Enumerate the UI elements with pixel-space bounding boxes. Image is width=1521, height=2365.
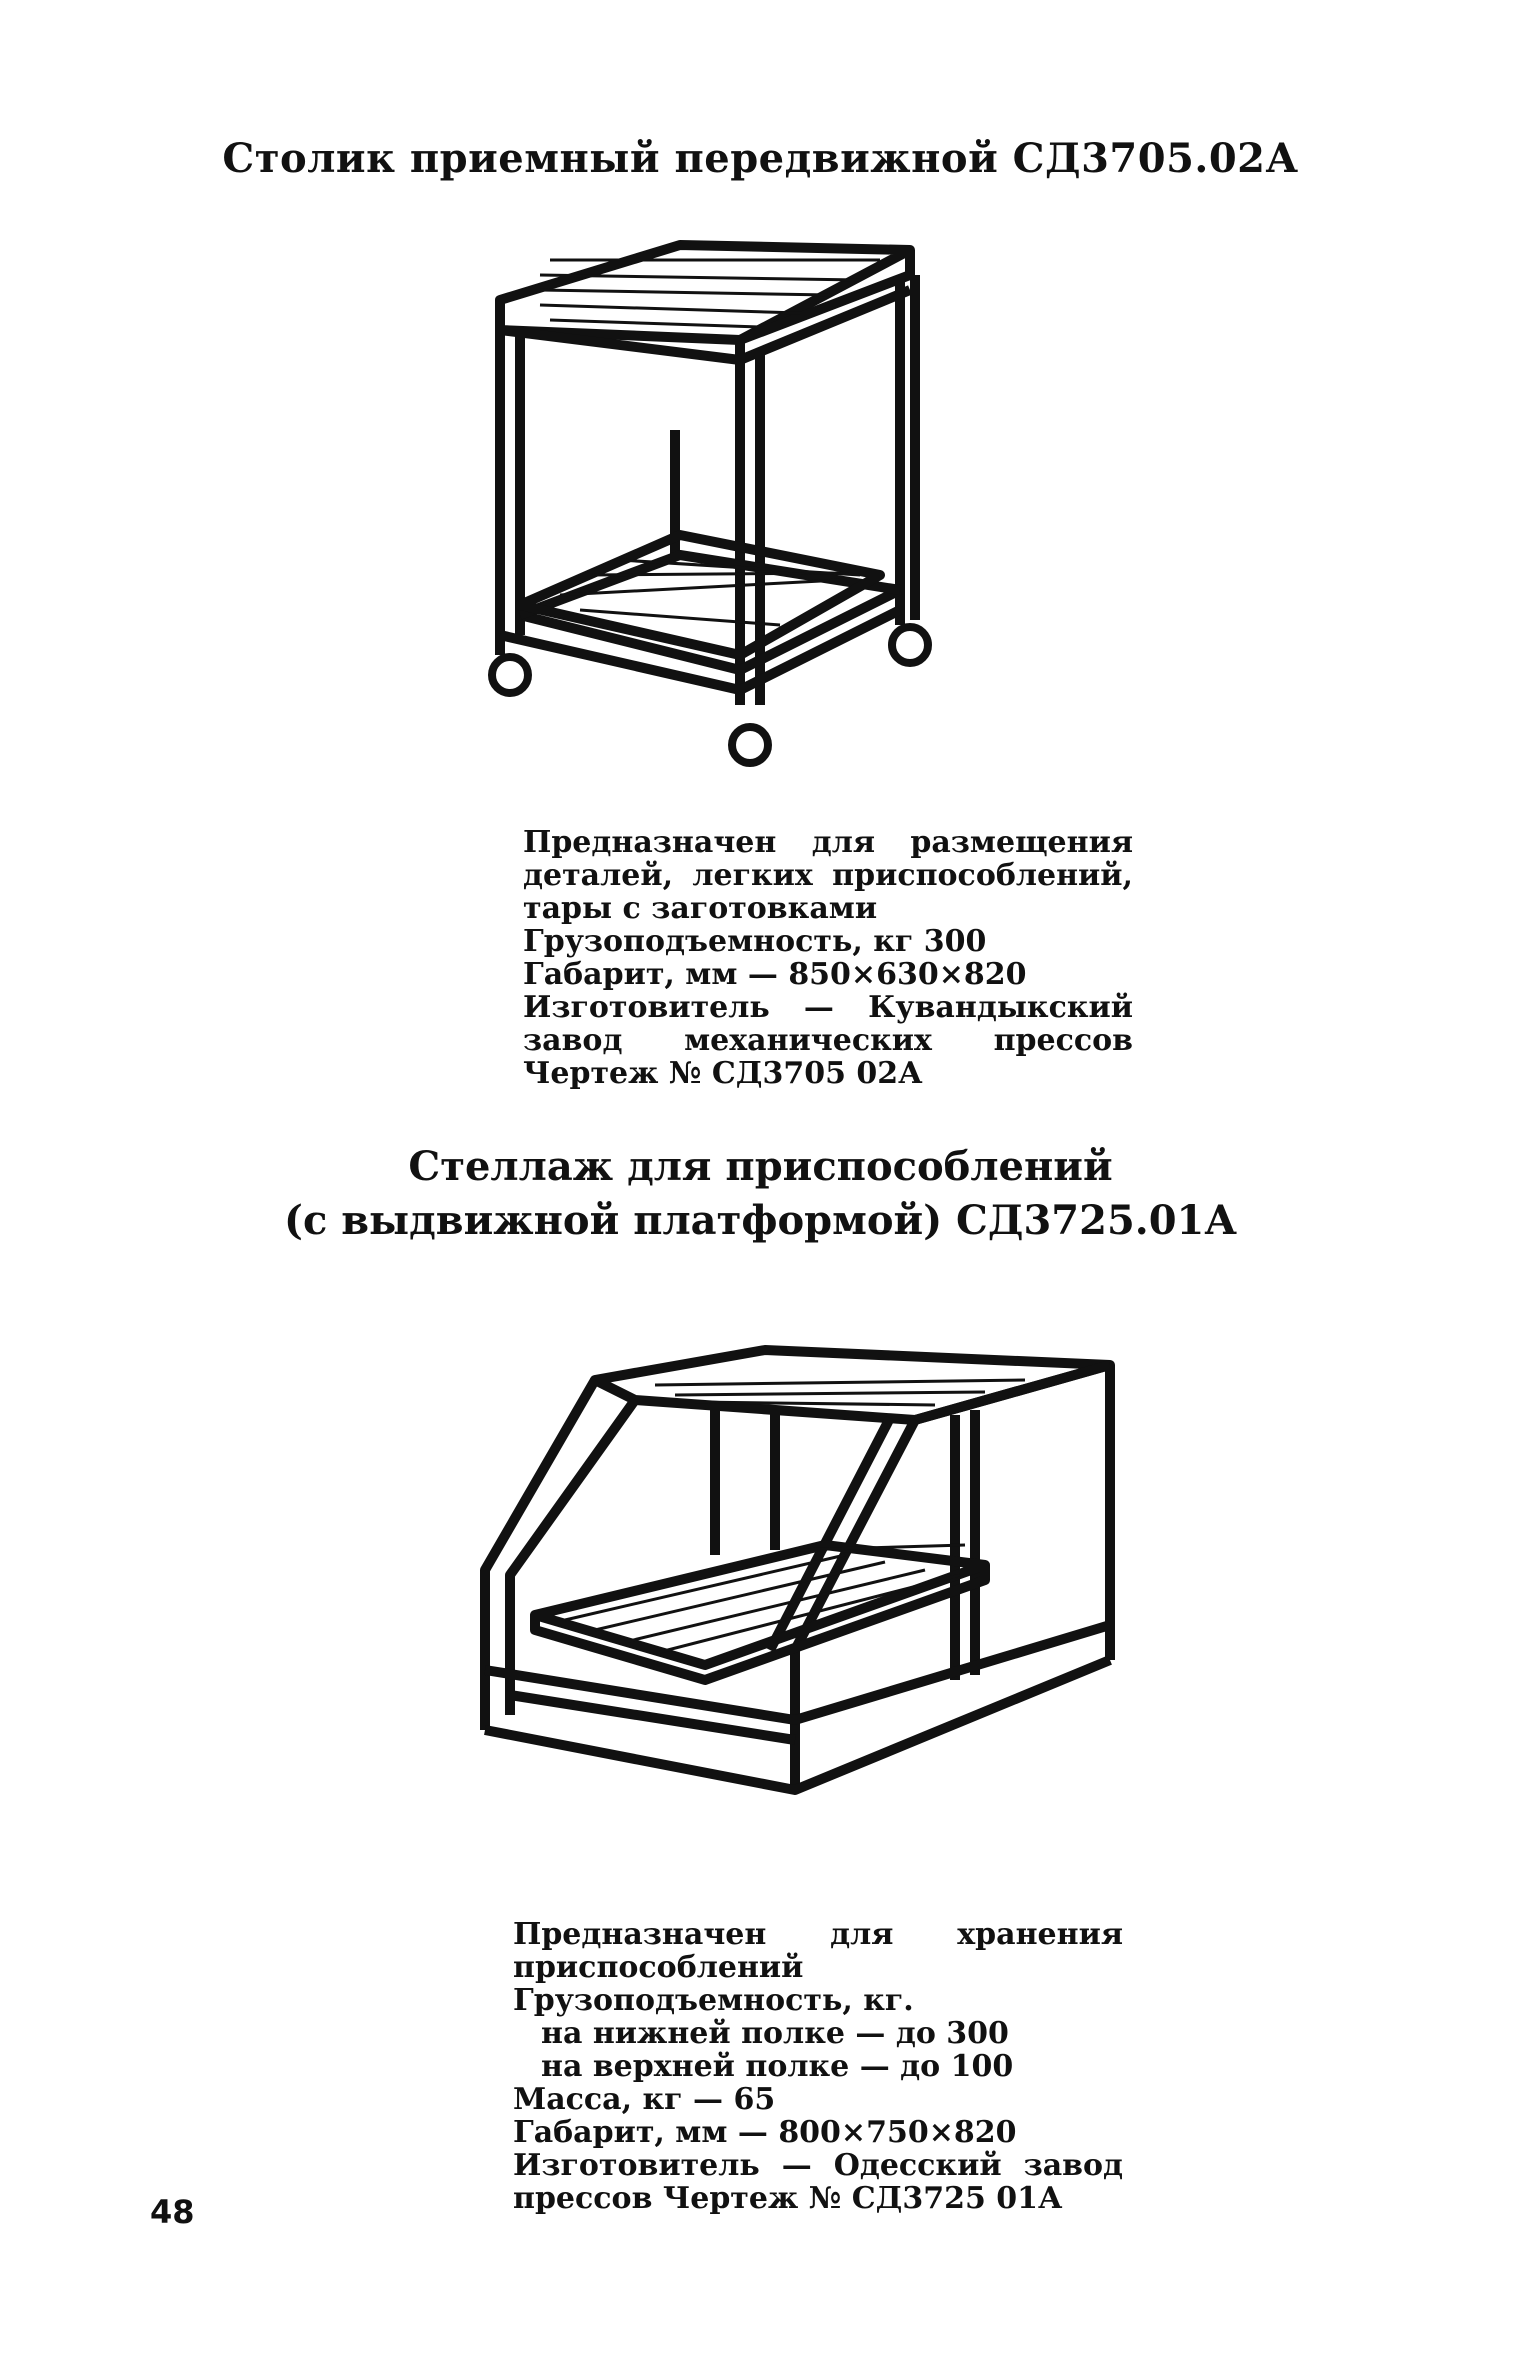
section1-description: Предназначен для размещения деталей, легких приспособлений, тары с заготовками (523, 825, 1133, 926)
section2-specs (513, 1918, 1123, 2215)
section1-manufacturer: Изготовитель — Кувандыкский завод механических прессов Чертеж № СД3705 02А (523, 990, 1133, 1091)
section2-dimensions: Габарит, мм — 800×750×820 (513, 2115, 1017, 2150)
section2-capacity-label: Грузоподъемность, кг. (513, 1983, 914, 2018)
section1-specs (523, 826, 1133, 1090)
mobile-table-illustration (480, 235, 1160, 805)
page-number: 48 (150, 2193, 195, 2231)
section2-title (0, 1140, 1521, 1248)
fixture-rack-illustration (465, 1330, 1115, 1840)
section2-mass: Масса, кг — 65 (513, 2082, 776, 2117)
section2-description: Предназначен для хранения приспособлений (513, 1917, 1123, 1985)
section1-capacity: Грузоподъемность, кг 300 (523, 924, 987, 959)
section2-title-line2: (с выдвижной платформой) СД3725.01А (284, 1197, 1237, 1244)
section2-title-line1: Стеллаж для приспособлений (408, 1143, 1113, 1190)
section2-manufacturer: Изготовитель — Одесский завод прессов Чертеж № СД3725 01А (513, 2148, 1123, 2216)
section1-dimensions: Габарит, мм — 850×630×820 (523, 957, 1027, 992)
section2-upper-shelf: на верхней полке — до 100 (541, 2049, 1014, 2084)
section2-lower-shelf: на нижней полке — до 300 (541, 2016, 1009, 2051)
section1-title: Столик приемный передвижной СД3705.02А (222, 135, 1299, 182)
